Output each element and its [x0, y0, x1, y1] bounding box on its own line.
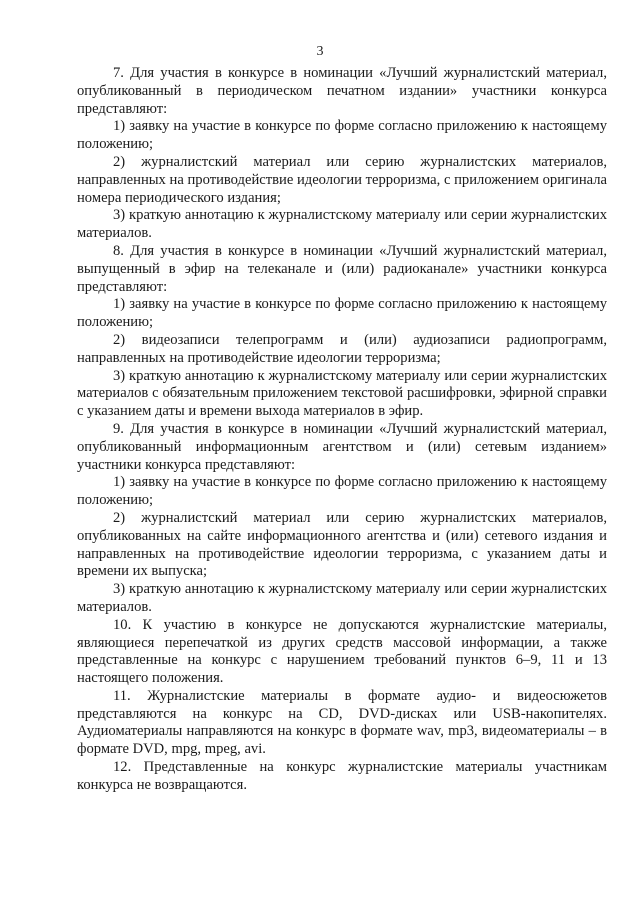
document-body: [77, 65, 607, 795]
paragraph-9-item-1: 1) заявку на участие в конкурсе по форме согласно приложению к настоящему положению;: [77, 474, 607, 509]
paragraph-8-item-2: 2) видеозаписи телепрограмм и (или) аудиозаписи радиопрограмм, направленных на противодействие идеологии терроризма;: [77, 331, 607, 366]
paragraph-11: 11. Журналистские материалы в формате аудио- и видеосюжетов представляются на конкурс на CD, DVD-дисках или USB-накопителях. Аудиоматериалы направляются на конкурс в формате wav, mp3, видеоматериалы – в формате DVD, mpg, mpeg, avi.: [77, 687, 607, 758]
paragraph-9-item-3: 3) краткую аннотацию к журналистскому материалу или серии журналистских материалов.: [77, 581, 607, 615]
paragraph-12: 12. Представленные на конкурс журналистские материалы участникам конкурса не возвращаются.: [77, 759, 607, 793]
paragraph-8-item-1: 1) заявку на участие в конкурсе по форме согласно приложению к настоящему положению;: [77, 296, 607, 331]
paragraph-7-item-3: 3) краткую аннотацию к журналистскому материалу или серии журналистских материалов.: [77, 207, 607, 242]
paragraph-7-intro: 7. Для участия в конкурсе в номинации «Лучший журналистский материал, опубликованный в периодическом печатном издании» участники конкурса представляют:: [77, 65, 607, 117]
paragraph-8-intro: 8. Для участия в конкурсе в номинации «Лучший журналистский материал, выпущенный в эфир на телеканале и (или) радиоканале» участники конкурса представляют:: [77, 242, 607, 295]
page-number: 3: [316, 44, 324, 59]
paragraph-7-item-2: 2) журналистский материал или серию журналистских материалов, направленных на противодействие идеологии терроризма, с приложением оригинала номера периодического издания;: [77, 153, 607, 206]
paragraph-9-intro: 9. Для участия в конкурсе в номинации «Лучший журналистский материал, опубликованный информационным агентством и (или) сетевым изданием» участники конкурса представляют:: [77, 420, 607, 473]
paragraph-7-item-1: 1) заявку на участие в конкурсе по форме согласно приложению к настоящему положению;: [77, 118, 607, 153]
paragraph-8-item-3: 3) краткую аннотацию к журналистскому материалу или серии журналистских материалов с обязательным приложением текстовой расшифровки, эфирной справки с указанием даты и времени выхода материалов в эфир.: [77, 367, 607, 420]
paragraph-9-item-2: 2) журналистский материал или серию журналистских материалов, опубликованных на сайте информационного агентства и (или) сетевого издания и направленных на противодействие идеологии терроризма, с указанием даты и времени их выпуска;: [77, 509, 607, 580]
paragraph-10: 10. К участию в конкурсе не допускаются журналистские материалы, являющиеся перепечаткой из других средств массовой информации, а также представленные на конкурс с нарушением требований пунктов 6–9, 11 и 13 настоящего положения.: [77, 616, 607, 687]
